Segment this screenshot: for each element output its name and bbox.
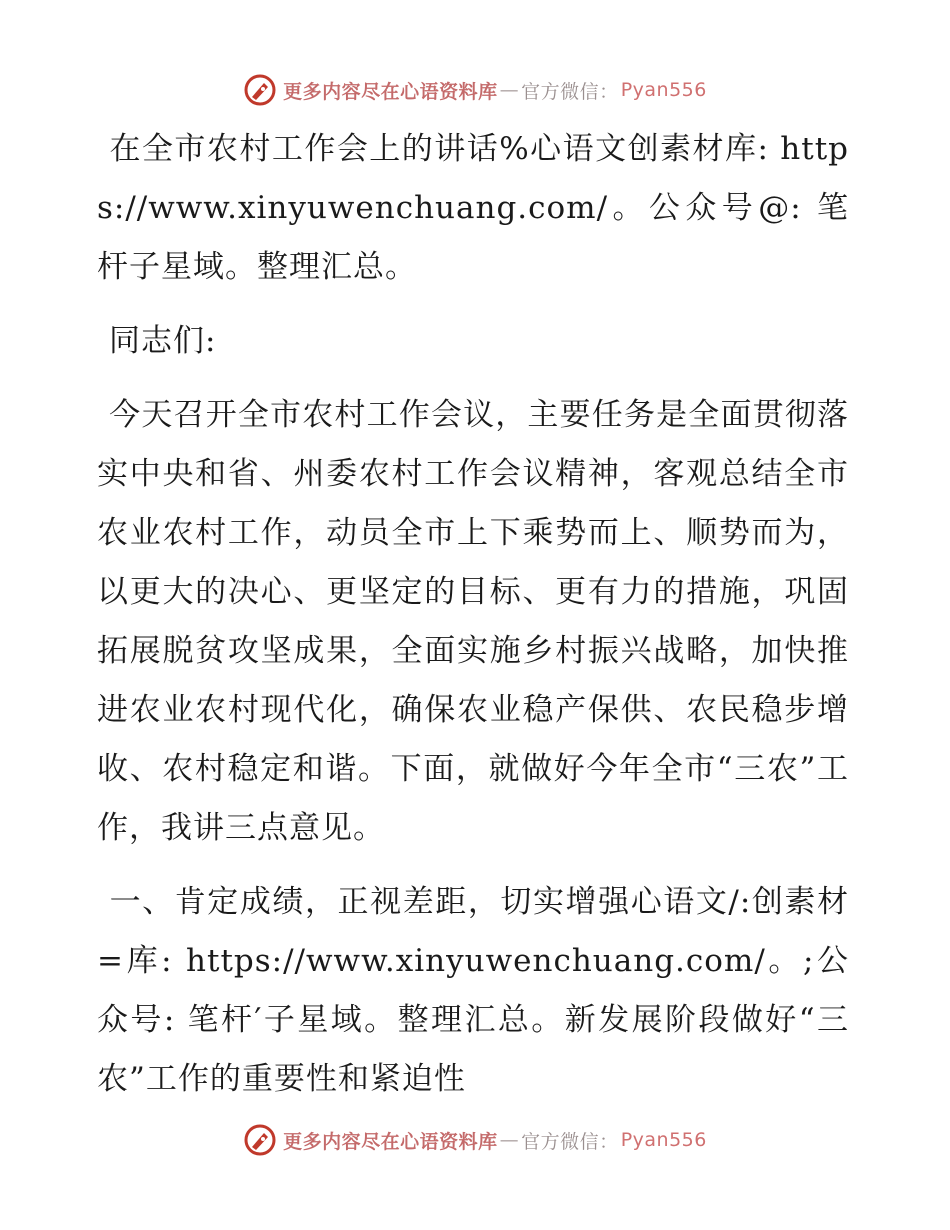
banner-brand-text: 更多内容尽在心语资料库: [283, 80, 498, 103]
footer-brand-text: 更多内容尽在心语资料库: [283, 1130, 498, 1153]
banner-separator: —: [499, 79, 520, 101]
paragraph-intro: [97, 386, 849, 858]
paragraph-intro-text: 今天召开全市农村工作会议，主要任务是全面贯彻落实中央和省、州委农村工作会议精神，客观总结全市农业农村工作，动员全市上下乘势而上、顺势而为，以更大的决心、更坚定的目标、更有力的措施，巩固拓展脱贫攻坚成果，全面实施乡村振兴战略，加快推进农业农村现代化，确保农业稳产保供、农民稳步增收、农村稳定和谐。下面，就做好今年全市“三农”工作，我讲三点意见。: [97, 397, 849, 846]
paragraph-greeting-text: 同志们:: [109, 323, 217, 359]
footer-wechat-id: Pyan556: [620, 1129, 707, 1151]
paragraph-greeting: [97, 312, 849, 371]
paragraph-section-one: [97, 873, 849, 1109]
paragraph-section-one-text: 一、肯定成绩，正视差距，切实增强心语文/:创素材=库: https://www.xinyuwenchuang.com/。;公众号: 笔杆′子星域。整理汇总。新发展阶段做好“三农”工作的重要性和紧迫性: [97, 884, 849, 1097]
footer-banner: [0, 1120, 950, 1160]
pen-nib-circle-icon: [243, 73, 277, 107]
banner-wechat-id: Pyan556: [620, 79, 707, 101]
document-body: [97, 120, 849, 1124]
banner-wechat-label: 官方微信：: [521, 80, 619, 103]
pen-nib-circle-icon: [243, 1123, 277, 1157]
header-banner: [0, 70, 950, 110]
footer-wechat-label: 官方微信：: [521, 1130, 619, 1153]
paragraph-title-text: 在全市农村工作会上的讲话%心语文创素材库: https://www.xinyuwenchuang.com/。公众号@: 笔杆子星域。整理汇总。: [97, 131, 849, 285]
paragraph-title: [97, 120, 849, 297]
footer-separator: —: [499, 1129, 520, 1151]
